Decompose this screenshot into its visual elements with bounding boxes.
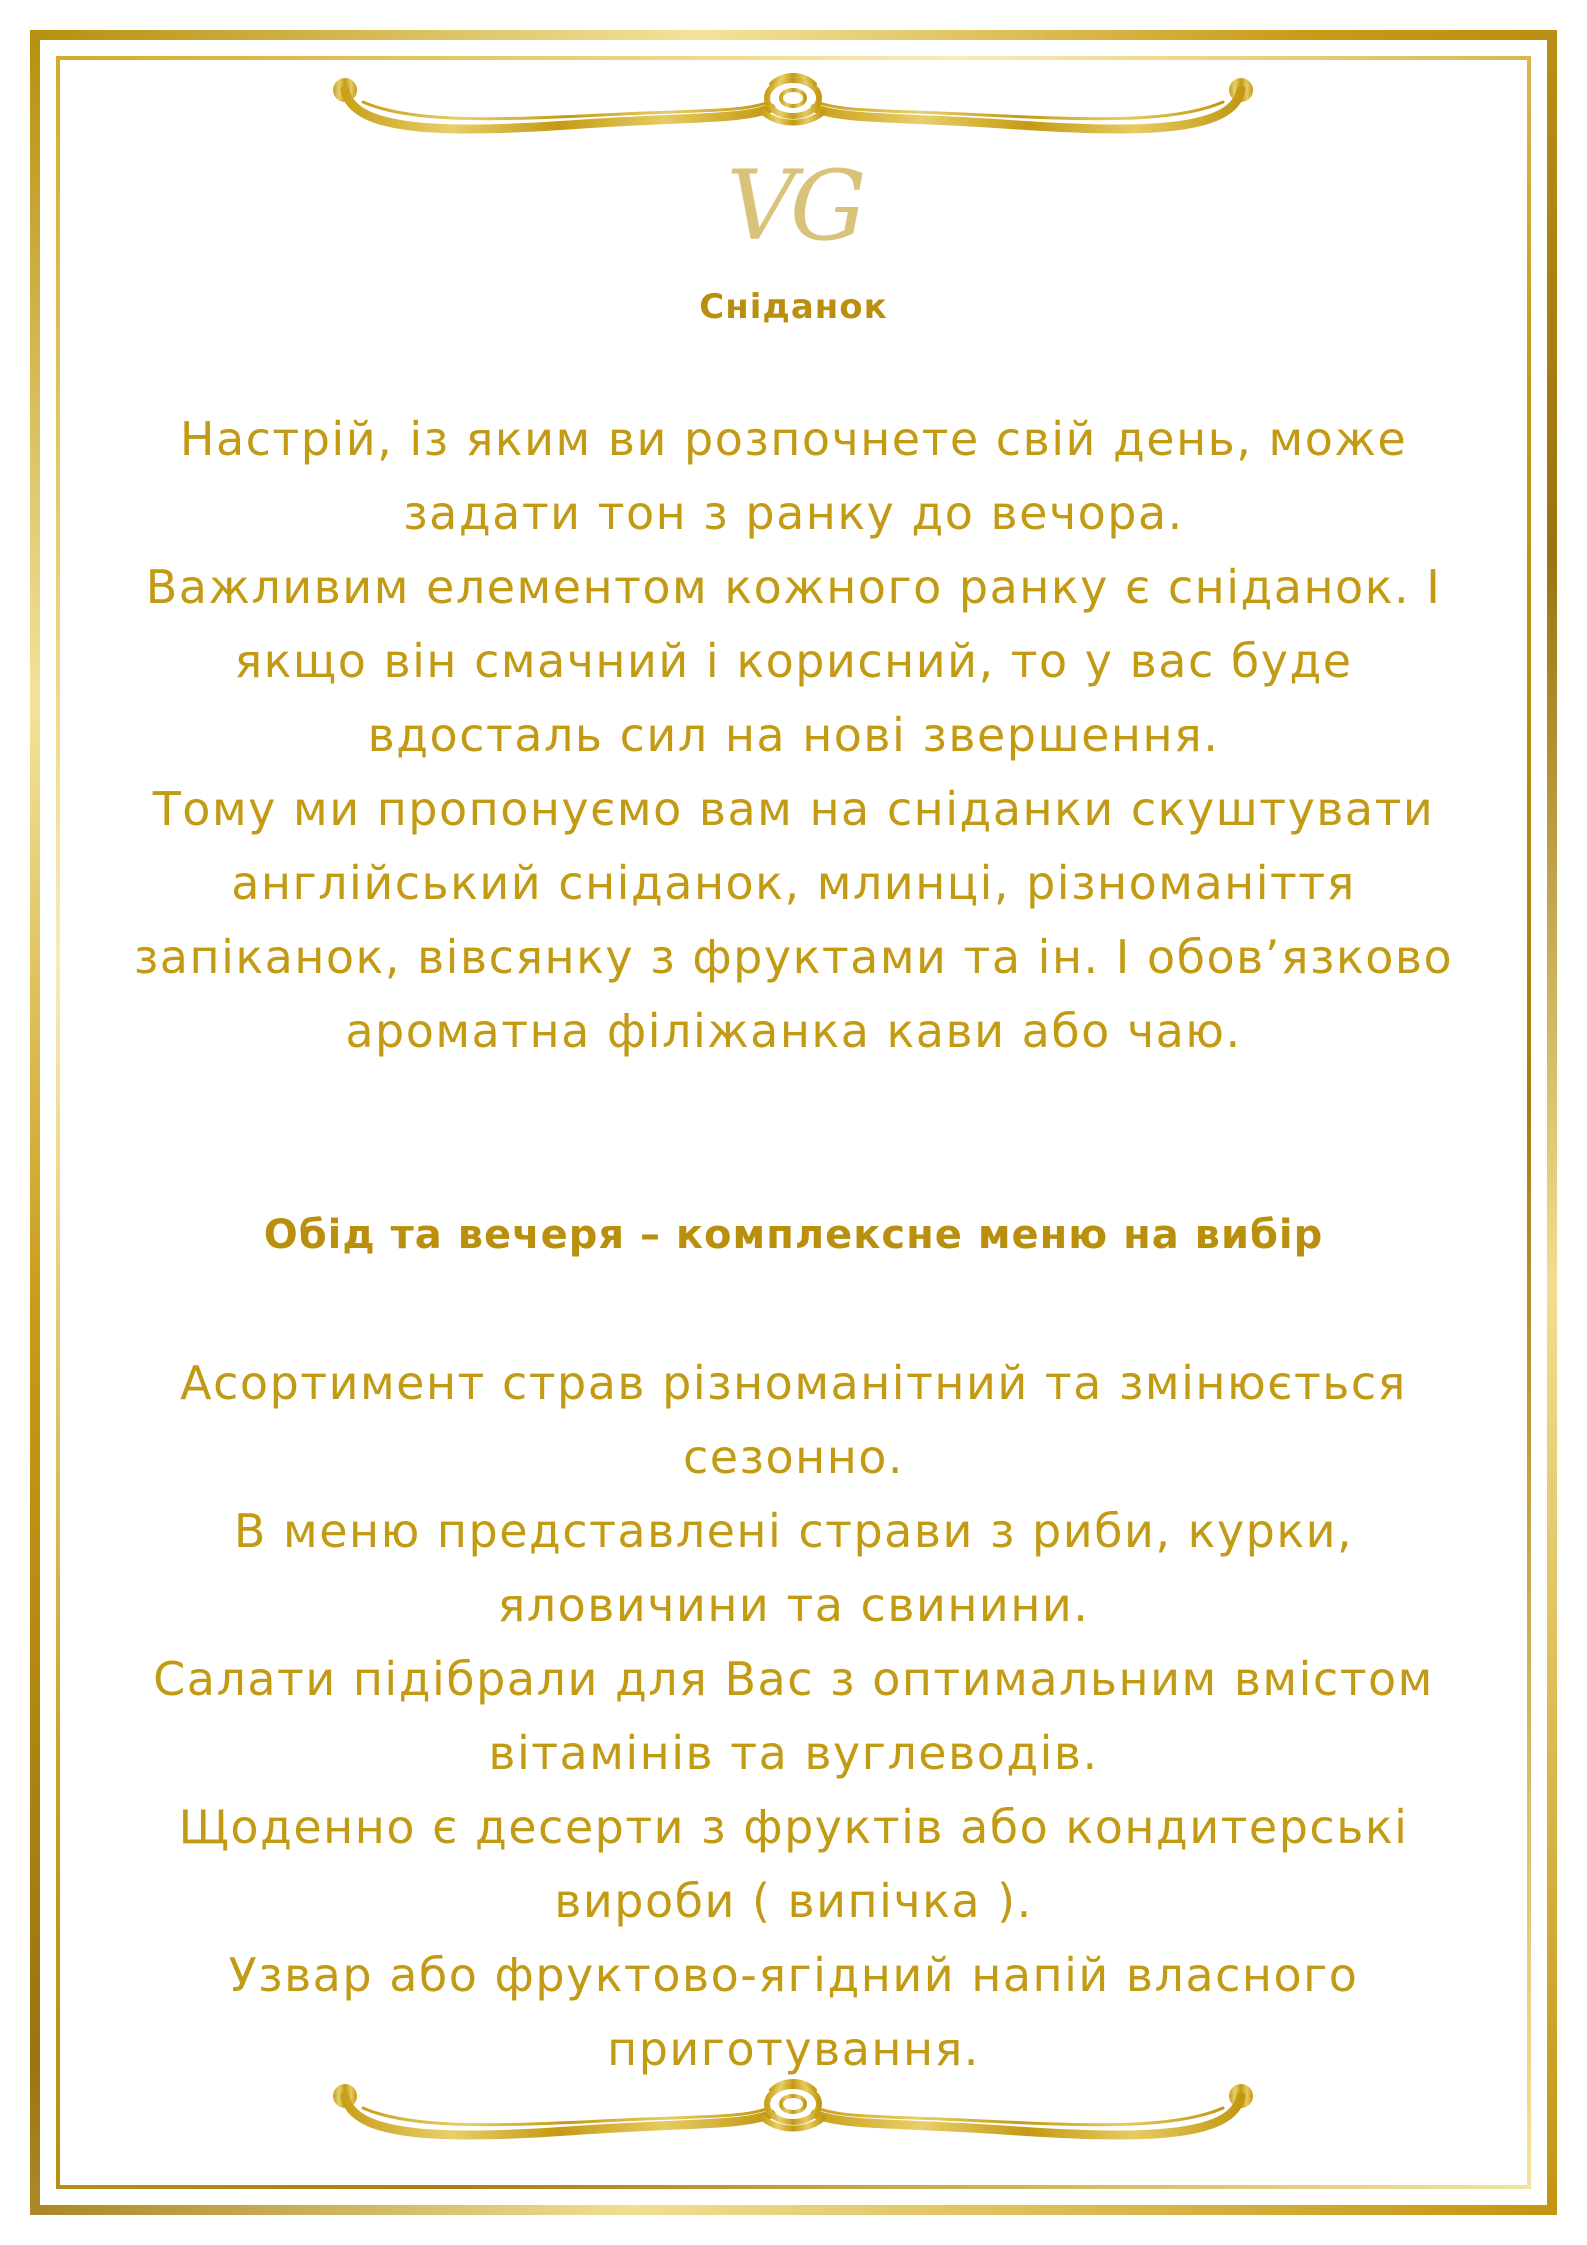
breakfast-title: Сніданок [699,287,888,327]
lunch-dinner-line: приготування. [607,2022,980,2076]
breakfast-line: запіканок, вівсянку з фруктами та ін. І обов’язково [133,930,1454,984]
vg-monogram: VG [726,150,861,262]
breakfast-description [130,402,1457,1068]
lunch-dinner-line: сезонно. [682,1430,905,1484]
lunch-dinner-line: Щоденно є десерти з фруктів або кондитерські [178,1800,1409,1854]
top-flourish-ornament [323,62,1263,162]
lunch-dinner-line: яловичини та свинини. [497,1578,1090,1632]
breakfast-line: якщо він смачний і корисний, то у вас буде [234,634,1353,688]
lunch-dinner-line: Узвар або фруктово-ягідний напій власного [228,1948,1359,2002]
breakfast-line: вдосталь сил на нові звершення. [367,708,1220,762]
breakfast-line: задати тон з ранку до вечора. [403,486,1184,540]
lunch-dinner-title: Обід та вечеря – комплексне меню на вибір [263,1212,1324,1258]
breakfast-line: Тому ми пропонуємо вам на сніданки скуштувати [152,782,1435,836]
lunch-dinner-line: Асортимент страв різноманітний та змінюється [180,1356,1407,1410]
lunch-dinner-line: Салати підібрали для Вас з оптимальним вмістом [153,1652,1434,1706]
lunch-dinner-line: вітамінів та вуглеводів. [488,1726,1099,1780]
breakfast-line: англійський сніданок, млинці, різноманіття [231,856,1356,910]
lunch-dinner-description [130,1346,1457,2086]
bottom-flourish-ornament [323,2068,1263,2168]
breakfast-line: Важливим елементом кожного ранку є сніданок. І [145,560,1442,614]
breakfast-line: ароматна філіжанка кави або чаю. [345,1004,1242,1058]
breakfast-line: Настрій, із яким ви розпочнете свій день, може [179,412,1408,466]
lunch-dinner-line: вироби ( випічка ). [554,1874,1033,1928]
lunch-dinner-line: В меню представлені страви з риби, курки, [233,1504,1354,1558]
